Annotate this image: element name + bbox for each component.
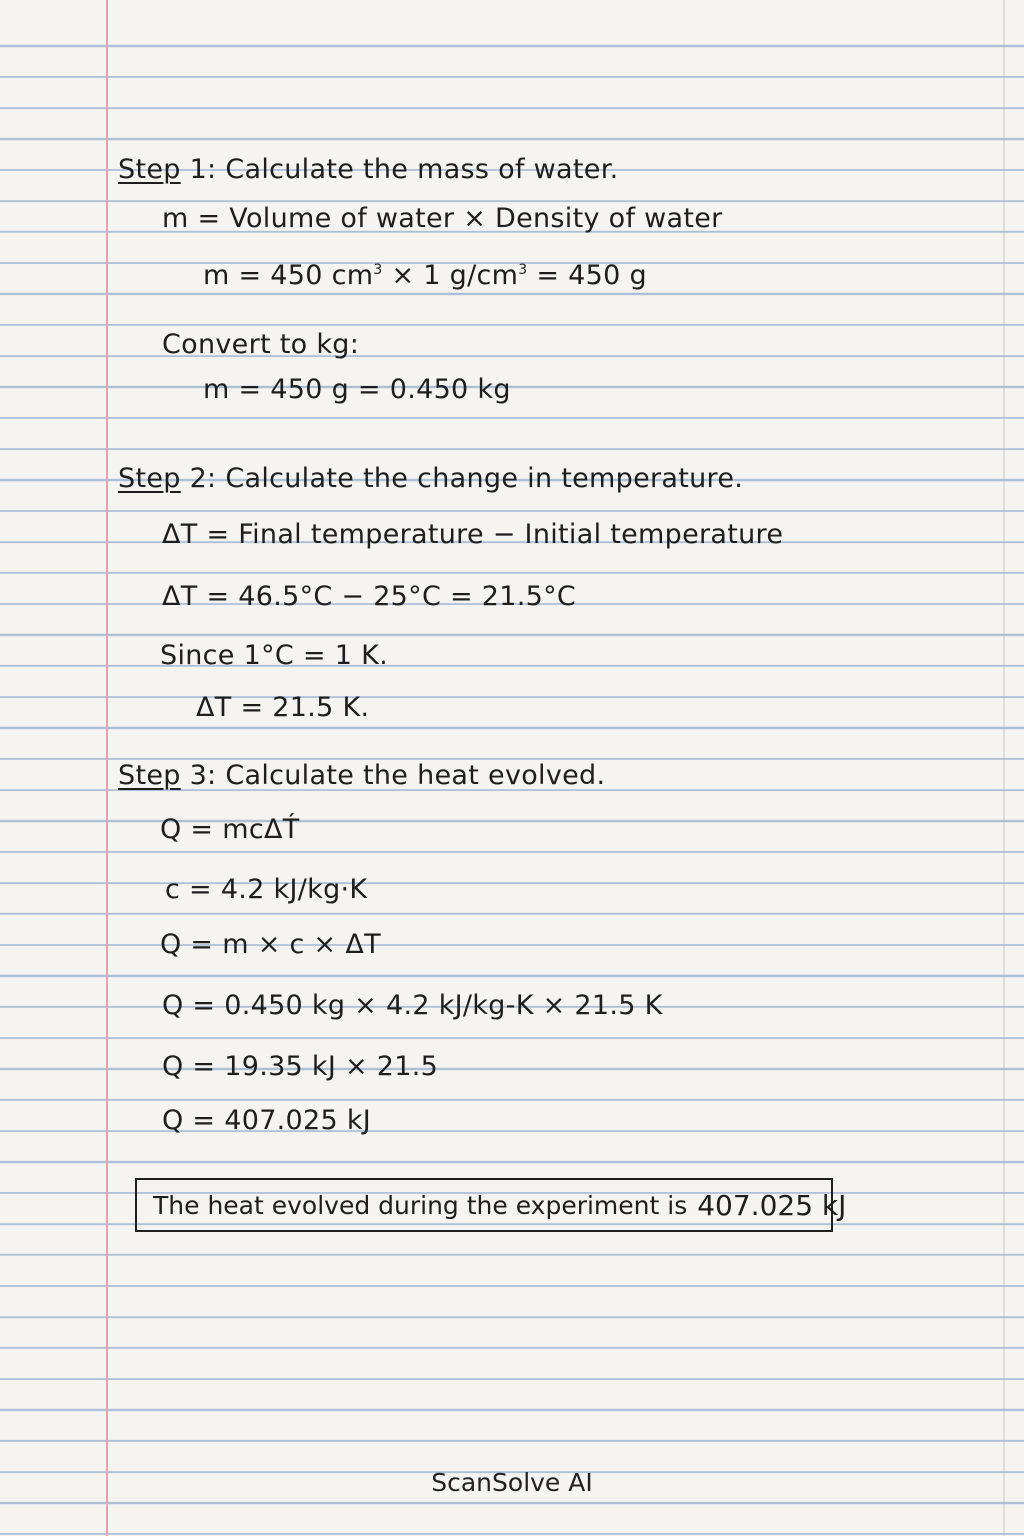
step-2-since: Since 1°C = 1 K. [160,640,388,671]
step-1-calc-a: m = 450 cm [203,260,374,291]
step-1-heading [118,154,619,185]
step-1-calc-c: = 450 g [527,260,647,291]
step-2-title: 2: Calculate the change in temperature. [180,463,744,494]
footer-watermark: ScanSolve AI [431,1468,593,1497]
step-2-word: Step [118,463,181,494]
step-3-formula-2: Q = m × c × ΔT [160,929,381,960]
step-1-formula: m = Volume of water × Density of water [162,203,723,234]
step-3-c-value: c = 4.2 kJ/kg·K [165,874,368,905]
step-3-intermediate: Q = 19.35 kJ × 21.5 [162,1051,439,1082]
step-3-result: Q = 407.025 kJ [162,1105,372,1136]
step-1-word: Step [118,154,181,185]
step-2-heading [118,463,743,494]
step-3-heading [118,760,605,791]
final-answer-box [135,1178,847,1232]
step-1-title: 1: Calculate the mass of water. [180,154,619,185]
step-3-formula: Q = mcΔT́ [160,814,300,845]
final-answer-value: 407.025 kJ [697,1188,847,1222]
page-edge [1003,0,1005,1536]
step-2-calculation: ΔT = 46.5°C − 25°C = 21.5°C [162,581,577,612]
step-1-sup-1: 3 [373,262,383,278]
step-3-title: 3: Calculate the heat evolved. [180,760,606,791]
final-answer-text: The heat evolved during the experiment is [153,1190,688,1220]
step-1-calculation [203,260,647,291]
step-3-substitution: Q = 0.450 kg × 4.2 kJ/kg-K × 21.5 K [162,990,663,1021]
step-2-result: ΔT = 21.5 K. [196,692,370,723]
convert-label: Convert to kg: [162,329,360,360]
step-2-formula: ΔT = Final temperature − Initial temperature [162,519,784,550]
convert-calculation: m = 450 g = 0.450 kg [203,374,511,405]
margin-line [106,0,108,1536]
step-3-word: Step [118,760,181,791]
step-1-sup-2: 3 [518,262,528,278]
step-1-calc-b: × 1 g/cm [382,260,519,291]
